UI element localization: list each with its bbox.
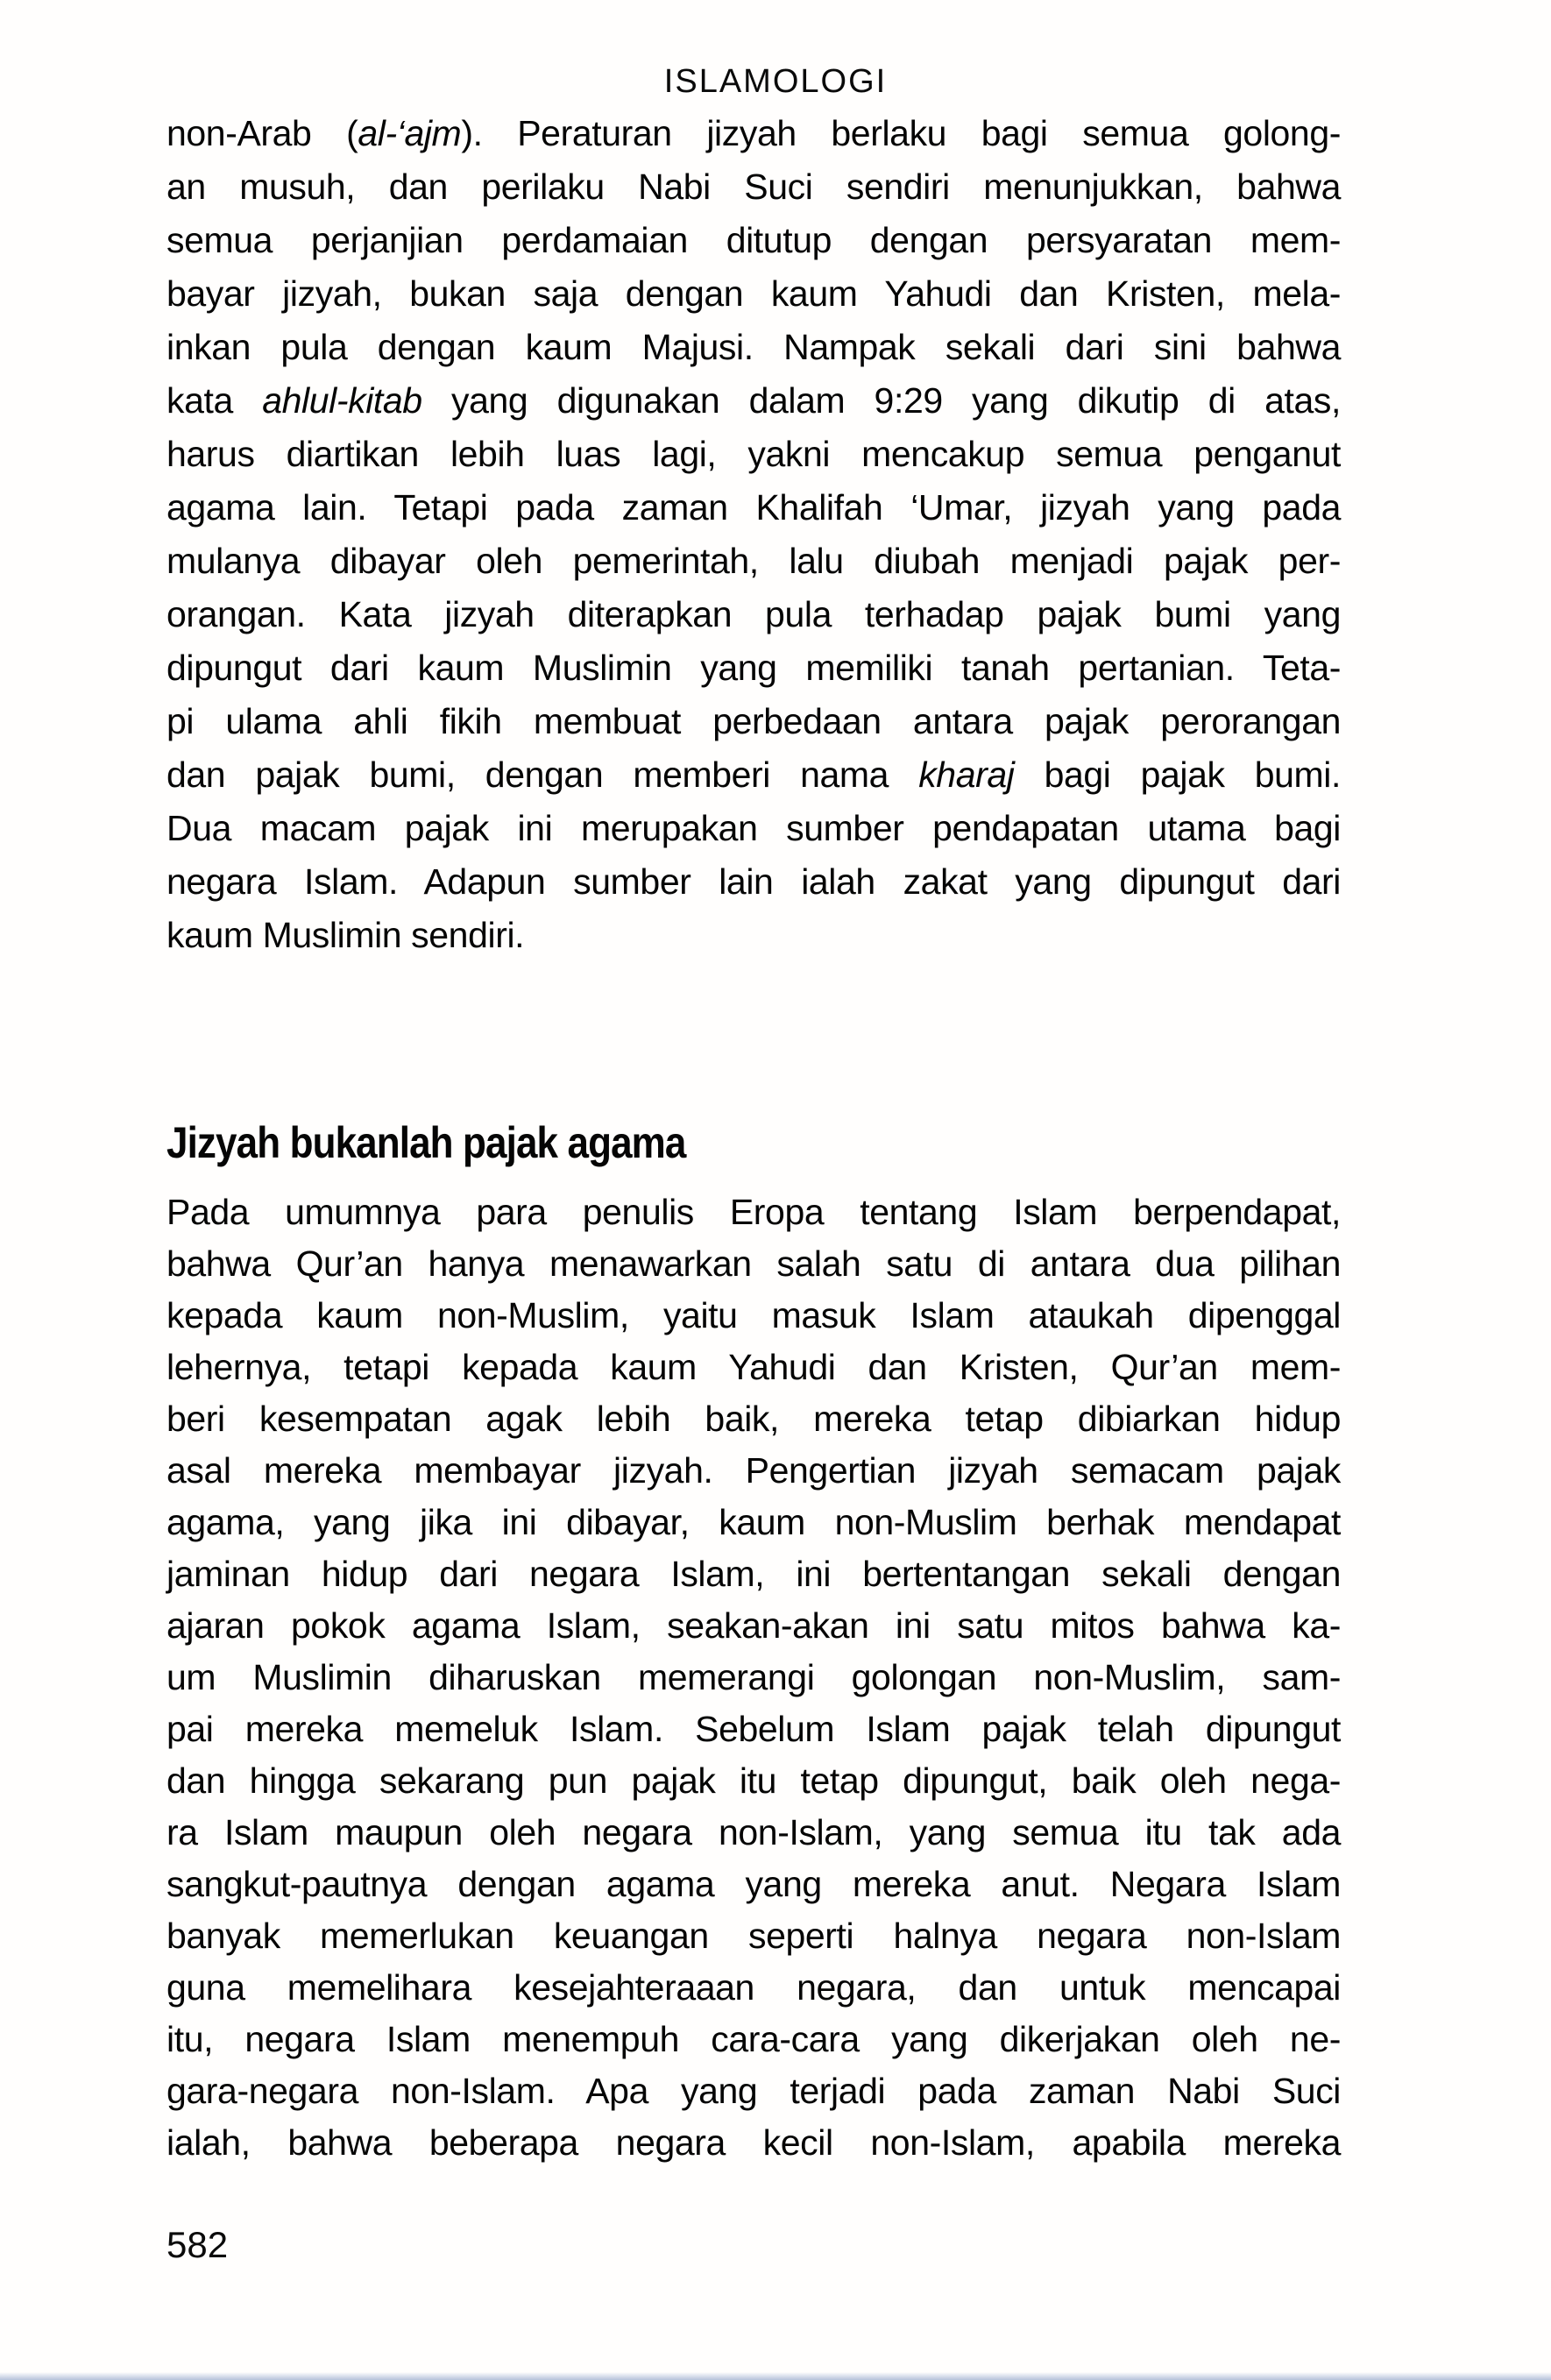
text-line: pai mereka memeluk Islam. Sebelum Islam pajak telah dipungut	[166, 1709, 1341, 1749]
text-line: semua perjanjian perdamaian ditutup dengan persyaratan mem-	[166, 220, 1341, 260]
paragraph-jizyah-rules	[166, 107, 1341, 962]
text-line: mulanya dibayar oleh pemerintah, lalu diubah menjadi pajak per-	[166, 541, 1341, 581]
scan-edge-artifact	[0, 2372, 1551, 2380]
text-line: non-Arab (al-‘ajm). Peraturan jizyah berlaku bagi semua golong-	[166, 113, 1341, 153]
text-line: lehernya, tetapi kepada kaum Yahudi dan Kristen, Qur’an mem-	[166, 1347, 1341, 1387]
section-heading: Jizyah bukanlah pajak agama	[166, 1118, 686, 1167]
text-line: bayar jizyah, bukan saja dengan kaum Yahudi dan Kristen, mela-	[166, 273, 1341, 314]
text-line: kata ahlul-kitab yang digunakan dalam 9:29 yang dikutip di atas,	[166, 380, 1342, 421]
text-line: harus diartikan lebih luas lagi, yakni mencakup semua penganut	[166, 434, 1341, 474]
running-header: ISLAMOLOGI	[663, 63, 888, 100]
text-line: gara-negara non-Islam. Apa yang terjadi pada zaman Nabi Suci	[166, 2071, 1341, 2111]
text-line: pi ulama ahli fikih membuat perbedaan antara pajak perorangan	[166, 701, 1341, 741]
text-line: inkan pula dengan kaum Majusi. Nampak sekali dari sini bahwa	[166, 327, 1341, 367]
text-line: negara Islam. Adapun sumber lain ialah zakat yang dipungut dari	[166, 861, 1341, 902]
text-column	[166, 107, 1341, 2169]
text-line: sangkut-pautnya dengan agama yang mereka anut. Negara Islam	[166, 1864, 1341, 1904]
text-line: agama, yang jika ini dibayar, kaum non-Muslim berhak mendapat	[166, 1502, 1341, 1542]
text-line: dipungut dari kaum Muslimin yang memiliki tanah pertanian. Teta-	[166, 648, 1341, 688]
text-line: dan hingga sekarang pun pajak itu tetap dipungut, baik oleh nega-	[166, 1760, 1341, 1801]
text-line: Dua macam pajak ini merupakan sumber pendapatan utama bagi	[166, 808, 1341, 848]
page-number: 582	[166, 2224, 229, 2265]
text-line: Pada umumnya para penulis Eropa tentang Islam berpendapat,	[166, 1192, 1341, 1232]
text-line: guna memelihara kesejahteraaan negara, dan untuk mencapai	[166, 1967, 1341, 2008]
text-line: jaminan hidup dari negara Islam, ini bertentangan sekali dengan	[166, 1554, 1341, 1594]
text-line: agama lain. Tetapi pada zaman Khalifah ‘Umar, jizyah yang pada	[166, 487, 1341, 528]
text-line: dan pajak bumi, dengan memberi nama kharaj bagi pajak bumi.	[166, 754, 1341, 795]
text-line: um Muslimin diharuskan memerangi golongan non-Muslim, sam-	[166, 1657, 1341, 1697]
text-line: an musuh, dan perilaku Nabi Suci sendiri menunjukkan, bahwa	[166, 166, 1341, 207]
text-line: ajaran pokok agama Islam, seakan-akan ini satu mitos bahwa ka-	[166, 1605, 1341, 1646]
text-line: beri kesempatan agak lebih baik, mereka tetap dibiarkan hidup	[166, 1399, 1341, 1439]
text-line: orangan. Kata jizyah diterapkan pula terhadap pajak bumi yang	[166, 594, 1341, 634]
text-line: ialah, bahwa beberapa negara kecil non-Islam, apabila mereka	[166, 2122, 1341, 2163]
text-line: banyak memerlukan keuangan seperti halnya negara non-Islam	[166, 1916, 1341, 1956]
text-line: asal mereka membayar jizyah. Pengertian jizyah semacam pajak	[166, 1450, 1341, 1491]
text-line: itu, negara Islam menempuh cara-cara yang dikerjakan oleh ne-	[166, 2019, 1341, 2059]
paragraph-jizyah-not-religious-tax	[166, 1186, 1341, 2169]
text-line: ra Islam maupun oleh negara non-Islam, yang semua itu tak ada	[166, 1812, 1341, 1852]
text-line: kaum Muslimin sendiri.	[166, 915, 525, 955]
text-line: kepada kaum non-Muslim, yaitu masuk Islam ataukah dipenggal	[166, 1295, 1341, 1335]
text-line: bahwa Qur’an hanya menawarkan salah satu di antara dua pilihan	[166, 1243, 1341, 1284]
